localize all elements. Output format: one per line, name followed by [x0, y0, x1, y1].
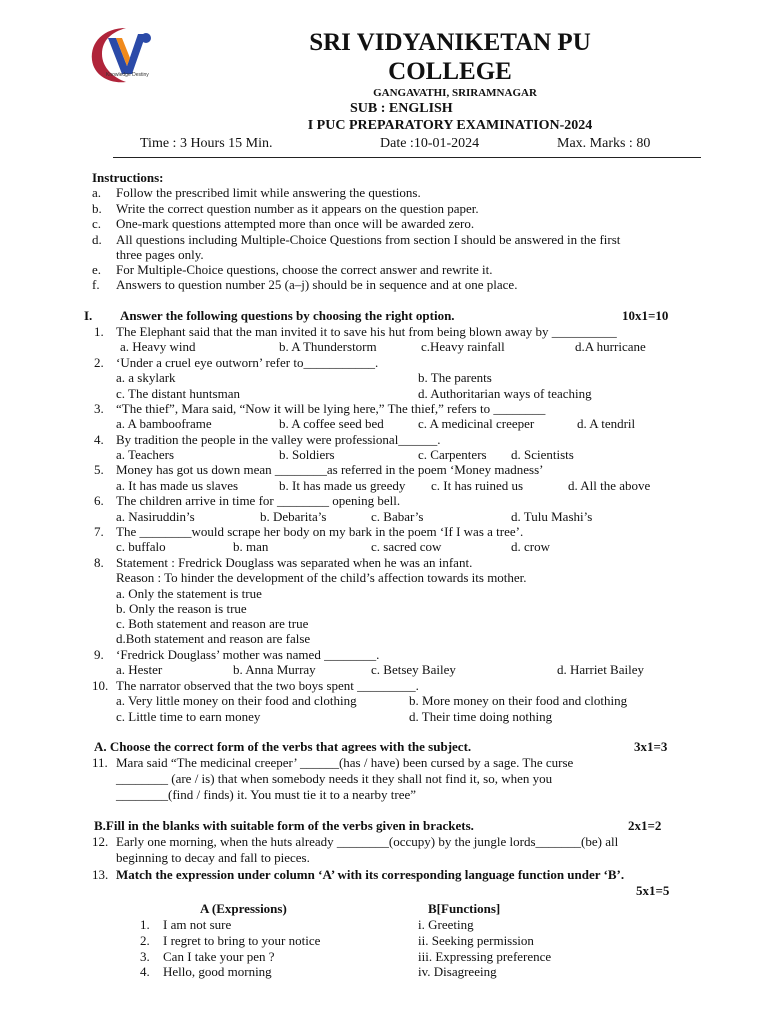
option-c: c. Both statement and reason are true — [116, 616, 309, 631]
column-b-heading: B[Functions] — [428, 901, 501, 916]
option-d: d. Harriet Bailey — [557, 662, 644, 677]
question-reason: Reason : To hinder the development of the child’s affection towards its mother. — [116, 570, 527, 585]
option-d: d. crow — [511, 539, 550, 554]
section-b-marks: 2x1=2 — [628, 818, 662, 833]
question-number: 11. — [92, 755, 108, 770]
instruction-label: b. — [92, 201, 102, 216]
option-d: d. All the above — [568, 478, 651, 493]
exam-max-marks: Max. Marks : 80 — [557, 136, 651, 151]
instruction-text: Answers to question number 25 (a–j) should be in sequence and at one place. — [116, 277, 518, 292]
question-number: 12. — [92, 834, 109, 849]
match-row-number: 1. — [140, 917, 150, 932]
college-name-line2: COLLEGE — [388, 58, 512, 85]
exam-date: Date :10-01-2024 — [380, 136, 480, 151]
option-d: d. Tulu Mashi’s — [511, 509, 593, 524]
instruction-text: All questions including Multiple-Choice Questions from section I should be answered in the first — [116, 232, 621, 247]
question-marks: 5x1=5 — [636, 883, 670, 898]
question-number: 13. — [92, 867, 109, 882]
question-text-line: Mara said “The medicinal creeper’ ______(has / have) been cursed by a sage. The curse — [116, 755, 574, 770]
option-d: d.A hurricane — [575, 339, 646, 354]
option-b: b. man — [233, 539, 269, 554]
instruction-label: a. — [92, 185, 102, 200]
match-function: iii. Expressing preference — [418, 949, 552, 964]
section-a-marks: 3x1=3 — [634, 739, 668, 754]
section-a-heading: A. Choose the correct form of the verbs that agrees with the subject. — [94, 739, 472, 754]
logo-tagline: Knowledge Destiny — [106, 72, 149, 78]
option-b: b. More money on their food and clothing — [409, 693, 628, 708]
match-expression: Can I take your pen ? — [163, 949, 275, 964]
option-c: c. Carpenters — [418, 447, 487, 462]
option-b: b. It has made us greedy — [279, 478, 406, 493]
question-text-line: beginning to decay and fall to pieces. — [116, 850, 310, 865]
option-b: b. Debarita’s — [260, 509, 327, 524]
question-text: Match the expression under column ‘A’ with its corresponding language function under ‘B’. — [116, 867, 625, 882]
option-a: a. Teachers — [116, 447, 175, 462]
option-d: d. Scientists — [511, 447, 574, 462]
option-c: c. The distant huntsman — [116, 386, 240, 401]
question-number: 2. — [94, 355, 104, 370]
column-a-heading: A (Expressions) — [200, 901, 287, 916]
match-expression: Hello, good morning — [163, 964, 272, 979]
question-number: 6. — [94, 493, 104, 508]
option-a: a. It has made us slaves — [116, 478, 239, 493]
option-a: a. Heavy wind — [120, 339, 196, 354]
question-text: The children arrive in time for ________ opening bell. — [116, 493, 401, 508]
match-function: iv. Disagreeing — [418, 964, 497, 979]
option-c: c. Betsey Bailey — [371, 662, 456, 677]
instruction-label: e. — [92, 262, 102, 277]
option-d: d. Authoritarian ways of teaching — [418, 386, 592, 401]
question-text-line: ________ (are / is) that when somebody needs it they shall not find it, so, when you — [116, 771, 553, 786]
instruction-label: f. — [92, 277, 100, 292]
instruction-label: d. — [92, 232, 102, 247]
question-number: 7. — [94, 524, 104, 539]
section-marks: 10x1=10 — [622, 308, 669, 323]
question-text: ‘Under a cruel eye outworn’ refer to___________. — [116, 355, 379, 370]
option-a: c. buffalo — [116, 539, 166, 554]
question-number: 10. — [92, 678, 109, 693]
option-d: d. A tendril — [577, 416, 636, 431]
instruction-label: c. — [92, 216, 102, 231]
match-function: ii. Seeking permission — [418, 933, 534, 948]
question-text-line: ________(find / finds) it. You must tie it to a nearby tree” — [116, 787, 417, 802]
question-number: 5. — [94, 462, 104, 477]
match-row-number: 4. — [140, 964, 150, 979]
instruction-text: Write the correct question number as it appears on the question paper. — [116, 201, 479, 216]
college-logo — [86, 24, 166, 86]
header-divider — [113, 157, 701, 158]
option-c: c. It has ruined us — [431, 478, 524, 493]
match-row-number: 2. — [140, 933, 150, 948]
question-text-line: Early one morning, when the huts already ________(occupy) by the jungle lords_______(be) all — [116, 834, 619, 849]
question-text: The Elephant said that the man invited it to save his hut from being blown away by __________ — [116, 324, 617, 339]
option-d: d. Their time doing nothing — [409, 709, 553, 724]
option-b: b. The parents — [418, 370, 492, 385]
exam-time: Time : 3 Hours 15 Min. — [140, 136, 273, 151]
question-text: “The thief”, Mara said, “Now it will be lying here,” The thief,” refers to ________ — [116, 401, 546, 416]
question-number: 9. — [94, 647, 104, 662]
option-c: c. A medicinal creeper — [418, 416, 535, 431]
match-expression: I am not sure — [163, 917, 232, 932]
option-a: a. a skylark — [116, 370, 176, 385]
option-b: b. A coffee seed bed — [279, 416, 384, 431]
instruction-text: Follow the prescribed limit while answering the questions. — [116, 185, 421, 200]
match-row-number: 3. — [140, 949, 150, 964]
section-heading: Answer the following questions by choosing the right option. — [120, 308, 455, 323]
question-text: The ________would scrape her body on my bark in the poem ‘If I was a tree’. — [116, 524, 524, 539]
question-number: 4. — [94, 432, 104, 447]
question-statement: Statement : Fredrick Douglass was separated when he was an infant. — [116, 555, 473, 570]
match-function: i. Greeting — [418, 917, 474, 932]
section-numeral: I. — [84, 308, 93, 323]
college-location: GANGAVATHI, SRIRAMNAGAR — [373, 87, 537, 99]
option-b: b. A Thunderstorm — [279, 339, 377, 354]
question-number: 3. — [94, 401, 104, 416]
question-number: 8. — [94, 555, 104, 570]
instruction-text: One-mark questions attempted more than once will be awarded zero. — [116, 216, 475, 231]
option-b: b. Soldiers — [279, 447, 335, 462]
option-c: c. Little time to earn money — [116, 709, 261, 724]
exam-title: I PUC PREPARATORY EXAMINATION-2024 — [307, 118, 593, 133]
question-text: Money has got us down mean ________as referred in the poem ‘Money madness’ — [116, 462, 544, 477]
option-d: d.Both statement and reason are false — [116, 631, 311, 646]
question-text: By tradition the people in the valley were professional______. — [116, 432, 441, 447]
option-a: a. Only the statement is true — [116, 586, 262, 601]
option-a: a. Very little money on their food and clothing — [116, 693, 357, 708]
subject: SUB : ENGLISH — [350, 101, 453, 116]
option-a: a. A bambooframe — [116, 416, 212, 431]
college-name-line1: SRI VIDYANIKETAN PU — [309, 29, 591, 56]
option-c: c.Heavy rainfall — [421, 339, 505, 354]
question-text: ‘Fredrick Douglass’ mother was named ________. — [116, 647, 380, 662]
option-c: c. sacred cow — [371, 539, 442, 554]
question-number: 1. — [94, 324, 104, 339]
option-a: a. Hester — [116, 662, 163, 677]
option-a: a. Nasiruddin’s — [116, 509, 195, 524]
section-b-heading: B.Fill in the blanks with suitable form of the verbs given in brackets. — [94, 818, 474, 833]
option-b: b. Only the reason is true — [116, 601, 247, 616]
match-expression: I regret to bring to your notice — [163, 933, 321, 948]
option-b: b. Anna Murray — [233, 662, 316, 677]
instructions-heading: Instructions: — [92, 170, 164, 185]
option-c: c. Babar’s — [371, 509, 424, 524]
question-text: The narrator observed that the two boys spent _________. — [116, 678, 419, 693]
instruction-text: three pages only. — [116, 247, 204, 262]
instruction-text: For Multiple-Choice questions, choose the correct answer and rewrite it. — [116, 262, 493, 277]
